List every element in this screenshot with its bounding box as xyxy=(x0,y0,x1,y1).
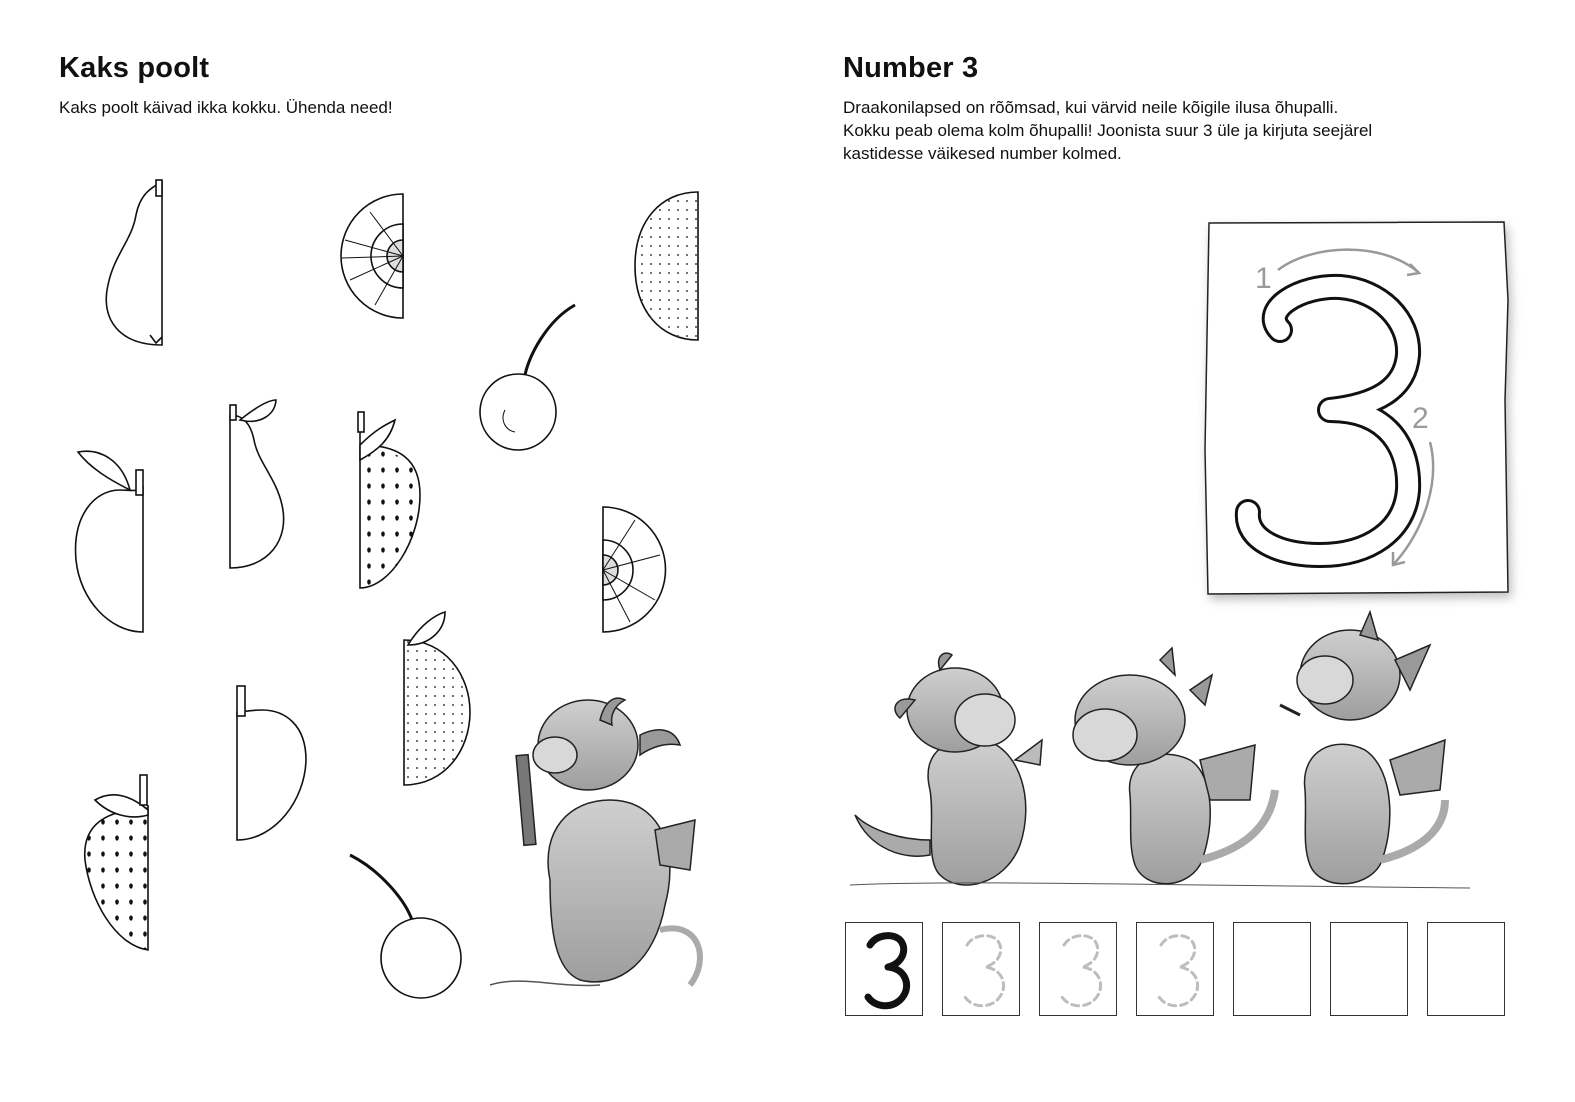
kiwi-skin-half-icon[interactable] xyxy=(404,612,470,785)
page-title-left: Kaks poolt xyxy=(59,52,210,84)
practice-box-empty[interactable] xyxy=(1427,922,1505,1016)
apple-half-icon[interactable] xyxy=(237,686,306,840)
practice-box-dashed[interactable] xyxy=(1039,922,1117,1016)
practice-box-dashed[interactable] xyxy=(942,922,1020,1016)
practice-box-dashed[interactable] xyxy=(1136,922,1214,1016)
page-title-right: Number 3 xyxy=(843,52,979,84)
stroke-label-1: 1 xyxy=(1255,262,1272,295)
dragon-with-pencil-illustration xyxy=(490,698,700,985)
kiwi-half-icon[interactable] xyxy=(603,507,666,632)
cherry-icon[interactable] xyxy=(350,855,461,998)
strawberry-half-icon[interactable] xyxy=(85,775,148,950)
instruction-left: Kaks poolt käivad ikka kokku. Ühenda need! xyxy=(59,98,393,117)
stroke-label-2: 2 xyxy=(1412,402,1429,435)
cherry-icon[interactable] xyxy=(480,305,575,450)
pear-half-icon[interactable] xyxy=(106,180,162,345)
number-3-dashed xyxy=(943,923,1021,1017)
instruction-line: kastidesse väikesed number kolmed. xyxy=(843,144,1122,163)
number-3-solid xyxy=(846,923,924,1017)
instruction-line: Draakonilapsed on rõõmsad, kui värvid neile kõigile ilusa õhupalli. xyxy=(843,98,1339,117)
number-3-dashed xyxy=(1040,923,1118,1017)
kiwi-skin-half-icon[interactable] xyxy=(635,192,698,340)
practice-box-solid[interactable] xyxy=(845,922,923,1016)
apple-half-icon[interactable] xyxy=(76,451,143,632)
pear-half-icon[interactable] xyxy=(230,400,284,568)
three-dragons-illustration xyxy=(850,612,1470,888)
practice-box-empty[interactable] xyxy=(1330,922,1408,1016)
practice-box-empty[interactable] xyxy=(1233,922,1311,1016)
kiwi-half-icon[interactable] xyxy=(341,194,403,318)
instruction-line: Kokku peab olema kolm õhupalli! Joonista suur 3 üle ja kirjuta seejärel xyxy=(843,121,1373,140)
big-number-sheet xyxy=(1205,222,1508,594)
number-3-dashed xyxy=(1137,923,1215,1017)
strawberry-half-icon[interactable] xyxy=(358,412,420,588)
